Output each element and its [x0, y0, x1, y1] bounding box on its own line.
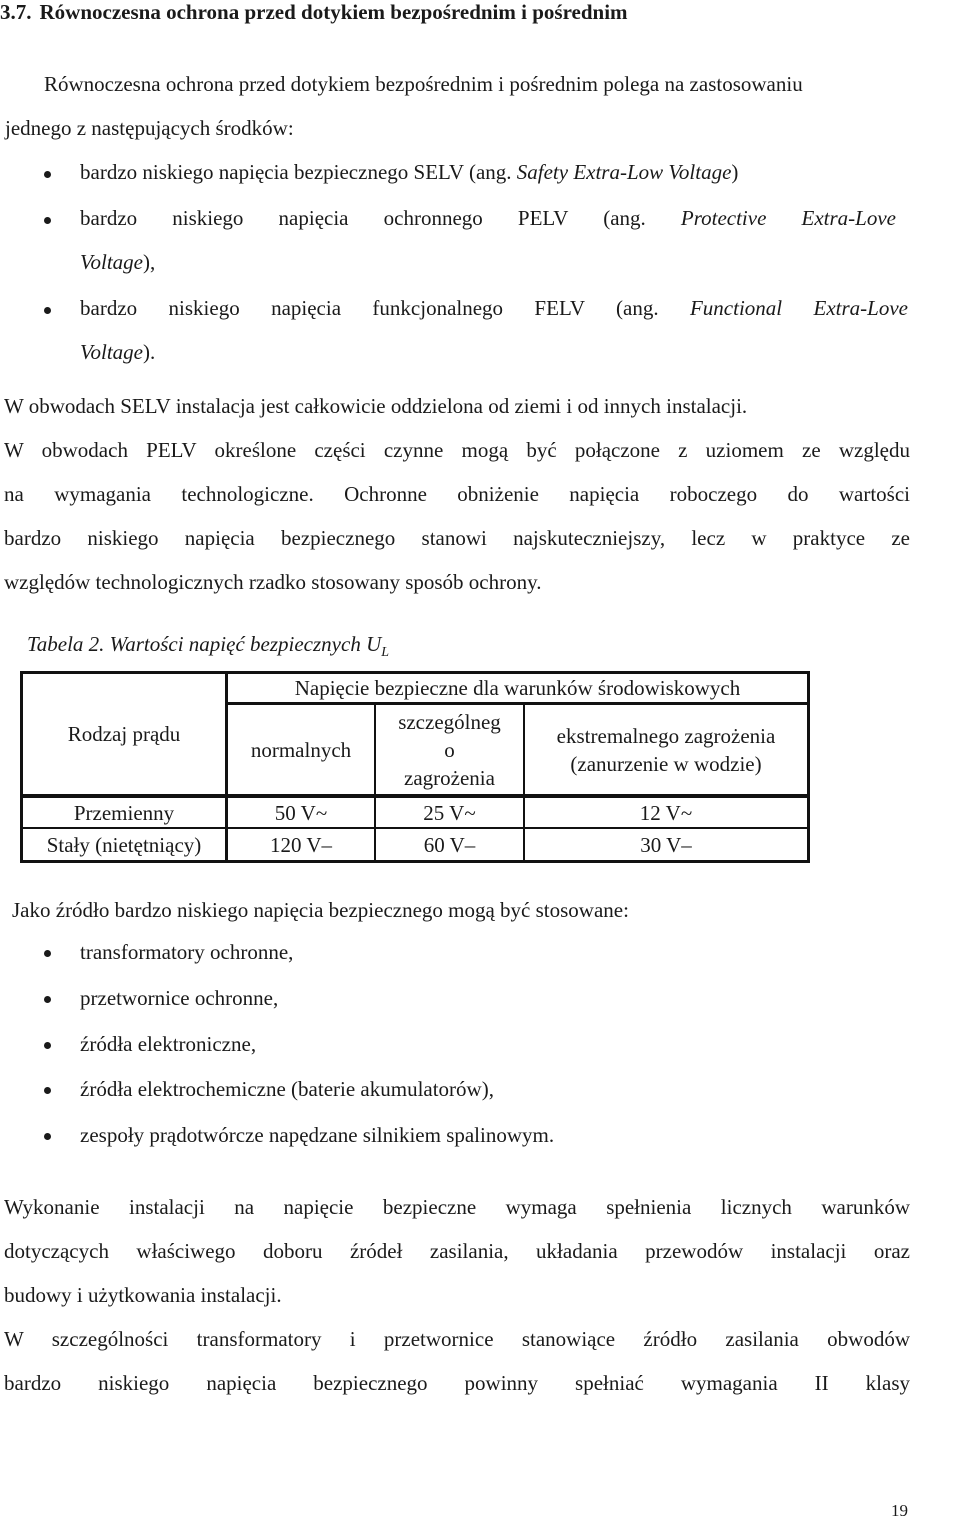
section-title: Równoczesna ochrona przed dotykiem bezpośrednim i pośrednim — [39, 0, 628, 24]
table-row-2-special: 60 V– — [423, 832, 476, 857]
measure-suffix: ), — [143, 250, 156, 274]
paragraph-transformers-line-1: W szczególności transformatory i przetwornice stanowiące źródło zasilania obwodów — [4, 1327, 910, 1351]
safe-voltage-table — [20, 671, 810, 863]
bullet-icon — [44, 1087, 51, 1094]
header-special — [376, 705, 523, 794]
paragraph-transformers-line-2: bardzo niskiego napięcia bezpiecznego powinny spełniać wymagania II klasy — [4, 1371, 910, 1395]
measure-english-term: Safety Extra-Low Voltage — [516, 160, 732, 184]
intro-line-2: jednego z następujących środków: — [5, 116, 294, 140]
table-row-1-normal: 50 V~ — [274, 800, 328, 825]
table-row-1-special: 25 V~ — [423, 800, 476, 825]
measure-suffix: ) — [731, 160, 739, 184]
list-item-continuation — [80, 248, 155, 276]
bullet-icon — [44, 217, 51, 224]
paragraph-requirements-line-3: budowy i użytkowania instalacji. — [4, 1283, 282, 1307]
list-item — [80, 204, 896, 232]
measure-text: bardzo niskiego napięcia ochronnego PELV (ang. — [80, 206, 681, 230]
measure-english-term: Voltage — [80, 250, 143, 274]
list-item: przetwornice ochronne, — [80, 986, 279, 1010]
list-item: źródła elektrochemiczne (baterie akumulatorów), — [80, 1077, 494, 1101]
paragraph-pelv-line-1: W obwodach PELV określone części czynne mogą być połączone z uziomem ze względu — [4, 438, 910, 462]
table-row-1-type: Przemienny — [73, 800, 175, 825]
bullet-icon — [44, 1133, 51, 1140]
header-group-voltage: Napięcie bezpieczne dla warunków środowiskowych — [294, 676, 741, 700]
section-number: 3.7. — [0, 0, 32, 24]
measure-english-term: Functional Extra-Love — [689, 296, 908, 320]
paragraph-requirements-line-2: dotyczących właściwego doboru źródeł zasilania, układania przewodów instalacji oraz — [4, 1239, 910, 1263]
header-special-line: szczególneg — [398, 709, 501, 734]
bullet-icon — [44, 307, 51, 314]
sources-intro: Jako źródło bardzo niskiego napięcia bezpiecznego mogą być stosowane: — [12, 898, 629, 922]
list-item-continuation — [80, 338, 155, 366]
bullet-icon — [44, 1042, 51, 1049]
header-special-line: o — [444, 737, 455, 762]
measure-english-term: Protective Extra-Love — [680, 206, 896, 230]
table-row-2-normal: 120 V– — [269, 832, 333, 857]
list-item: transformatory ochronne, — [80, 940, 294, 964]
page-number: 19 — [891, 1501, 908, 1520]
table-row-1-extreme: 12 V~ — [639, 800, 693, 825]
header-extreme-line: (zanurzenie w wodzie) — [570, 751, 762, 776]
measure-english-term: Voltage — [80, 340, 143, 364]
bullet-icon — [44, 996, 51, 1003]
intro-line-1: Równoczesna ochrona przed dotykiem bezpośrednim i pośrednim polega na zastosowaniu — [44, 72, 803, 96]
bullet-icon — [44, 950, 51, 957]
list-item: zespoły prądotwórcze napędzane silnikiem spalinowym. — [80, 1123, 555, 1147]
list-item — [80, 158, 738, 186]
measure-suffix: ). — [143, 340, 156, 364]
header-extreme-line: ekstremalnego zagrożenia — [556, 723, 776, 748]
table-caption-subscript: L — [381, 645, 390, 661]
table-caption — [27, 632, 389, 661]
list-item: źródła elektroniczne, — [80, 1032, 257, 1056]
paragraph-pelv-line-2: na wymagania technologiczne. Ochronne obniżenie napięcia roboczego do wartości — [4, 482, 910, 506]
paragraph-pelv-line-3: bardzo niskiego napięcia bezpiecznego stanowi najskuteczniejszy, lecz w praktyce ze — [4, 526, 910, 550]
paragraph-pelv-line-4: względów technologicznych rzadko stosowany sposób ochrony. — [4, 570, 542, 594]
bullet-icon — [44, 171, 51, 178]
section-heading — [0, 0, 628, 25]
paragraph-requirements-line-1: Wykonanie instalacji na napięcie bezpieczne wymaga spełnienia licznych warunków — [4, 1195, 910, 1219]
header-special-line: zagrożenia — [404, 765, 495, 790]
table-row-2-extreme: 30 V– — [640, 832, 692, 857]
list-item — [80, 294, 908, 322]
measure-text: bardzo niskiego napięcia funkcjonalnego FELV (ang. — [80, 296, 690, 320]
header-current-type: Rodzaj prądu — [67, 722, 181, 746]
paragraph-selv: W obwodach SELV instalacja jest całkowicie oddzielona od ziemi i od innych instalacji. — [4, 394, 748, 418]
header-extreme — [525, 705, 807, 794]
measure-text: bardzo niskiego napięcia bezpiecznego SELV (ang. — [80, 160, 517, 184]
table-row-2-type: Stały (nietętniący) — [46, 832, 202, 857]
table-caption-text: Tabela 2. Wartości napięć bezpiecznych U — [27, 632, 382, 656]
header-normal: normalnych — [250, 737, 352, 762]
